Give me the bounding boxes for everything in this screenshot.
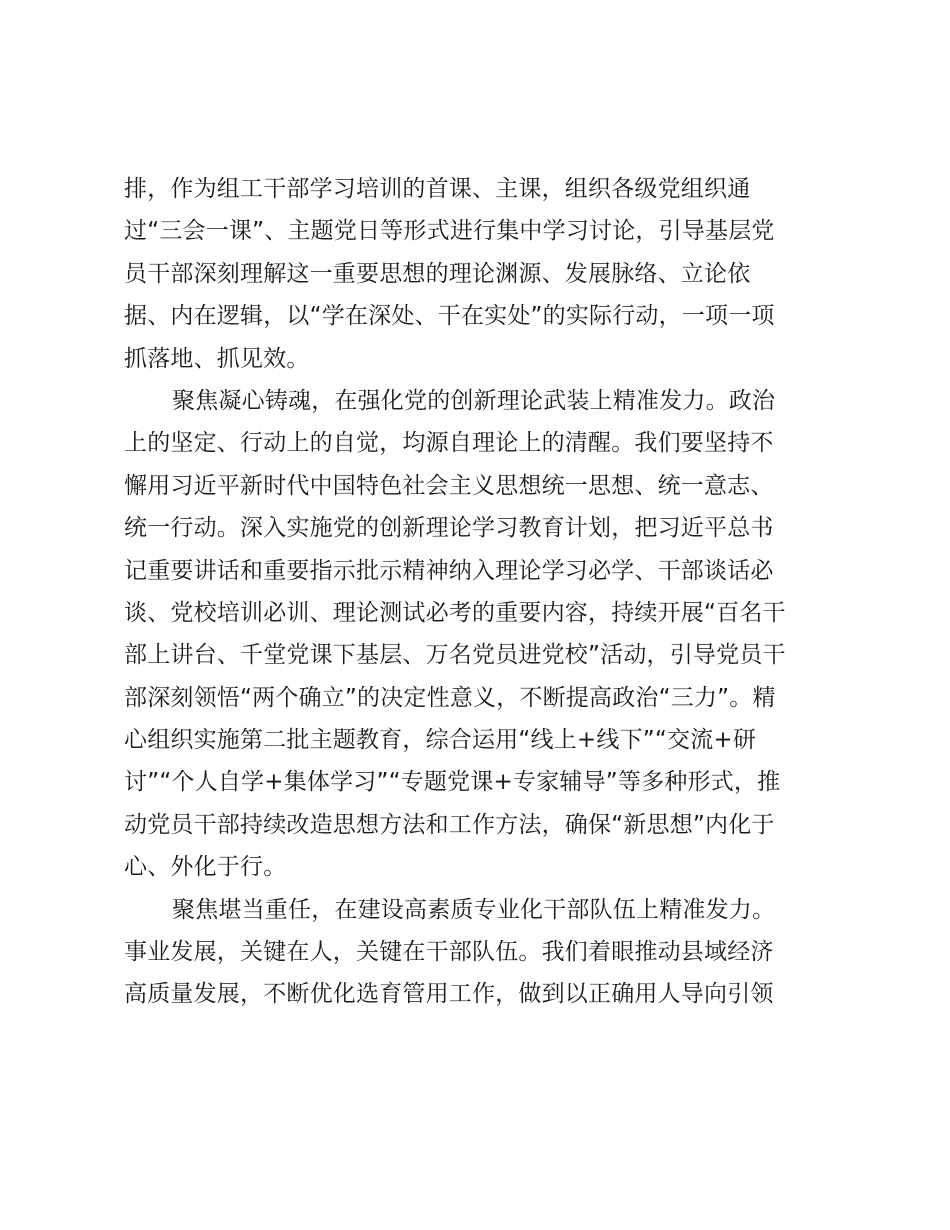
- text-line: 抓落地、抓见效。: [124, 345, 310, 372]
- text-line: 过“三会一课”、主题党日等形式进行集中学习讨论，引导基层党: [124, 218, 775, 245]
- document-body: [124, 168, 844, 1016]
- text-line: 部上讲台、千堂党课下基层、万名党员进党校”活动，引导党员干: [124, 642, 786, 669]
- text-line: 讨”“个人自学+集体学习”“专题党课+专家辅导”等多种形式，推: [124, 769, 781, 796]
- paragraph-3: [124, 889, 844, 1016]
- text-line: 懈用习近平新时代中国特色社会主义思想统一思想、统一意志、: [124, 472, 774, 499]
- text-line: 高质量发展，不断优化选育管用工作，做到以正确用人导向引领: [124, 981, 774, 1008]
- text-line: 员干部深刻理解这一重要思想的理论渊源、发展脉络、立论依: [124, 260, 751, 287]
- text-line: 谈、党校培训必训、理论测试必考的重要内容，持续开展“百名干: [124, 599, 786, 626]
- text-line: 记重要讲话和重要指示批示精神纳入理论学习必学、干部谈话必: [124, 557, 774, 584]
- text-line: 聚焦堪当重任，在建设高素质专业化干部队伍上精准发力。: [172, 896, 776, 923]
- paragraph-2: [124, 380, 844, 889]
- text-line: 聚焦凝心铸魂，在强化党的创新理论武装上精准发力。政治: [172, 387, 776, 414]
- text-line: 心组织实施第二批主题教育，综合运用“线上+线下”“交流+研: [124, 727, 757, 754]
- text-line: 排，作为组工干部学习培训的首课、主课，组织各级党组织通: [124, 176, 751, 202]
- text-line: 据、内在逻辑，以“学在深处、干在实处”的实际行动，一项一项: [124, 303, 775, 330]
- text-line: 心、外化于行。: [124, 854, 287, 881]
- text-line: 事业发展，关键在人，关键在干部队伍。我们着眼推动县域经济: [124, 939, 774, 966]
- text-line: 上的坚定、行动上的自觉，均源自理论上的清醒。我们要坚持不: [124, 430, 774, 457]
- paragraph-1: [124, 168, 844, 380]
- text-line: 动党员干部持续改造思想方法和工作方法，确保“新思想”内化于: [124, 811, 775, 838]
- text-line: 统一行动。深入实施党的创新理论学习教育计划，把习近平总书: [124, 515, 774, 542]
- text-line: 部深刻领悟“两个确立”的决定性意义，不断提高政治“三力”。精: [124, 684, 776, 711]
